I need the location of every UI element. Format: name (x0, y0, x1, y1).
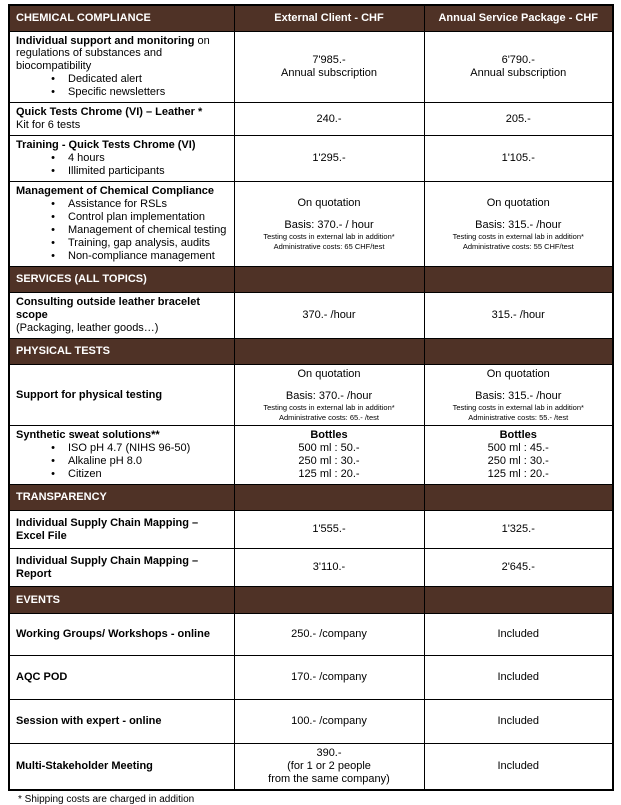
service-title: Support for physical testing (16, 388, 163, 401)
section-cell (234, 587, 424, 614)
bullet-item (16, 73, 228, 86)
price-line: On quotation (486, 367, 550, 380)
price-line: 170.- /company (291, 671, 367, 684)
service-heading (16, 185, 228, 198)
bullet-text: Assistance for RSLs (68, 198, 168, 211)
price-line: Bottles (499, 429, 537, 442)
service-cell (9, 656, 234, 700)
price-line: Testing costs in external lab in addition* (452, 402, 584, 412)
table-row (9, 31, 613, 103)
service-heading (16, 517, 228, 543)
section-label: SERVICES (ALL TOPICS) (9, 267, 234, 293)
table-row (9, 614, 613, 656)
service-cell (9, 31, 234, 103)
table-body (9, 31, 613, 790)
price-cell-annual (424, 364, 613, 425)
price-line: Included (497, 671, 540, 684)
price-line: 2'645.- (501, 561, 535, 574)
bullet-item (16, 86, 228, 99)
bullet-text: ISO pH 4.7 (NIHS 96-50) (68, 442, 191, 455)
bullet-icon: • (51, 152, 55, 165)
service-title: Individual Supply Chain Mapping – Excel File (16, 516, 199, 542)
price-line: Basis: 315.- /hour (475, 218, 562, 231)
service-title: Management of Chemical Compliance (16, 185, 215, 198)
price-cell-annual (424, 511, 613, 549)
price-line: 1'105.- (501, 152, 535, 165)
service-cell (9, 136, 234, 182)
service-title: Working Groups/ Workshops - online (16, 628, 210, 641)
service-cell (9, 700, 234, 744)
pricing-sheet (8, 4, 612, 805)
table-row (9, 744, 613, 790)
bullet-item (16, 442, 228, 455)
pricing-table (8, 4, 614, 791)
price-line: Administrative costs: 65 CHF/test (273, 241, 385, 251)
service-title: AQC POD (16, 671, 68, 684)
bullet-icon: • (51, 165, 55, 178)
spacer (431, 381, 607, 390)
price-line: Testing costs in external lab in addition* (263, 402, 395, 412)
price-line: Basis: 370.- / hour (284, 218, 374, 231)
bullet-icon: • (51, 198, 55, 211)
bullet-icon: • (51, 455, 55, 468)
table-header (9, 5, 613, 31)
service-heading (16, 671, 228, 684)
service-cell (9, 614, 234, 656)
price-line: Administrative costs: 65.- /test (278, 412, 380, 422)
bullet-item (16, 152, 228, 165)
section-cell (234, 338, 424, 364)
service-title-suffix: on regulations of substances and biocompatibility (16, 34, 210, 73)
service-title: Multi-Stakeholder Meeting (16, 760, 153, 773)
bullet-text: Dedicated alert (68, 73, 142, 86)
bullet-icon: • (51, 442, 55, 455)
service-title: Session with expert - online (16, 715, 162, 728)
price-line: Basis: 315.- /hour (475, 389, 562, 402)
table-row (9, 426, 613, 485)
price-line: Testing costs in external lab in addition* (263, 231, 395, 241)
price-line: Basis: 370.- /hour (285, 389, 373, 402)
service-title: Individual Supply Chain Mapping – Report (16, 554, 199, 580)
price-cell-external (234, 182, 424, 267)
section-row (9, 485, 613, 511)
price-line: 250.- /company (291, 628, 367, 641)
service-heading (16, 35, 228, 74)
price-line: Bottles (310, 429, 348, 442)
price-line: 1'555.- (312, 523, 346, 536)
table-row (9, 700, 613, 744)
section-cell (424, 267, 613, 293)
bullet-text: Training, gap analysis, audits (68, 237, 211, 250)
bullet-item (16, 224, 228, 237)
service-title: Training - Quick Tests Chrome (VI) (16, 139, 196, 152)
service-cell (9, 511, 234, 549)
service-cell (9, 364, 234, 425)
service-title: Individual support and monitoring (16, 34, 195, 47)
price-cell-external (234, 136, 424, 182)
service-cell (9, 549, 234, 587)
service-cell (9, 182, 234, 267)
price-cell-annual (424, 182, 613, 267)
price-line: Testing costs in external lab in addition* (452, 231, 584, 241)
bullet-icon: • (51, 237, 55, 250)
bullet-text: 4 hours (68, 152, 105, 165)
price-line: 7'985.- (312, 53, 346, 66)
price-cell-annual (424, 136, 613, 182)
bullet-icon: • (51, 73, 55, 86)
price-line: 250 ml : 30.- (487, 455, 549, 468)
bullet-text: Citizen (68, 468, 102, 481)
price-line: Included (497, 715, 540, 728)
service-heading (16, 106, 228, 119)
service-cell (9, 293, 234, 339)
bullet-item (16, 211, 228, 224)
section-cell (424, 587, 613, 614)
price-line: Administrative costs: 55 CHF/test (462, 241, 574, 251)
service-title: Quick Tests Chrome (VI) – Leather * (16, 106, 203, 119)
shipping-footnote: * Shipping costs are charged in addition (18, 794, 195, 805)
service-heading (16, 555, 228, 581)
price-line: On quotation (297, 196, 361, 209)
price-cell-annual (424, 426, 613, 485)
section-row (9, 267, 613, 293)
table-row (9, 136, 613, 182)
table-row (9, 656, 613, 700)
bullet-icon: • (51, 250, 55, 263)
bullet-text: Non-compliance management (68, 250, 215, 263)
service-heading (16, 296, 228, 322)
bullet-item (16, 165, 228, 178)
table-row (9, 182, 613, 267)
price-line: 500 ml : 45.- (487, 442, 549, 455)
service-subtitle: (Packaging, leather goods…) (16, 321, 159, 334)
bullet-icon: • (51, 468, 55, 481)
price-cell-external (234, 31, 424, 103)
price-line: 6'790.- (501, 53, 535, 66)
service-title: Synthetic sweat solutions** (16, 429, 160, 442)
price-cell-external (234, 103, 424, 136)
bullet-item (16, 455, 228, 468)
spacer (431, 210, 607, 219)
service-heading (16, 389, 228, 402)
section-cell (424, 485, 613, 511)
service-cell (9, 103, 234, 136)
bullet-item (16, 237, 228, 250)
price-line: 1'295.- (312, 152, 346, 165)
price-cell-external (234, 364, 424, 425)
price-line: (for 1 or 2 people (287, 760, 371, 773)
price-cell-annual (424, 614, 613, 656)
table-row (9, 511, 613, 549)
price-line: 205.- (505, 112, 531, 125)
price-line: Annual subscription (470, 66, 567, 79)
price-line: 500 ml : 50.- (298, 442, 360, 455)
price-cell-annual (424, 700, 613, 744)
service-heading (16, 628, 228, 641)
table-row (9, 293, 613, 339)
price-cell-annual (424, 656, 613, 700)
table-row (9, 103, 613, 136)
header-external-client: External Client - CHF (234, 5, 424, 31)
price-line: 3'110.- (312, 561, 346, 574)
header-row (9, 5, 613, 31)
section-row (9, 338, 613, 364)
price-line: from the same company) (268, 773, 390, 786)
service-heading (16, 429, 228, 442)
bullet-text: Management of chemical testing (68, 224, 227, 237)
bullet-text: Alkaline pH 8.0 (68, 455, 142, 468)
section-row (9, 587, 613, 614)
price-line: 125 ml : 20.- (487, 468, 549, 481)
service-heading (16, 139, 228, 152)
price-cell-external (234, 426, 424, 485)
section-label: TRANSPARENCY (9, 485, 234, 511)
bullet-icon: • (51, 211, 55, 224)
service-subtitle: Kit for 6 tests (16, 119, 81, 132)
spacer (241, 381, 418, 390)
price-line: 1'325.- (501, 523, 535, 536)
price-line: On quotation (486, 196, 550, 209)
price-cell-external (234, 614, 424, 656)
service-heading (16, 715, 228, 728)
service-heading (16, 760, 228, 773)
price-line: 125 ml : 20.- (298, 468, 360, 481)
header-chemical-compliance: CHEMICAL COMPLIANCE (9, 5, 234, 31)
price-cell-external (234, 744, 424, 790)
bullet-icon: • (51, 86, 55, 99)
price-cell-annual (424, 549, 613, 587)
bullet-item (16, 468, 228, 481)
bullet-text: Illimited participants (68, 165, 165, 178)
price-cell-external (234, 511, 424, 549)
price-line: Administrative costs: 55.- /test (468, 412, 569, 422)
bullet-text: Control plan implementation (68, 211, 205, 224)
price-line: 250 ml : 30.- (298, 455, 360, 468)
price-line: 315.- /hour (491, 308, 545, 321)
price-cell-external (234, 656, 424, 700)
price-cell-annual (424, 293, 613, 339)
section-cell (424, 338, 613, 364)
bullet-item (16, 198, 228, 211)
price-line: On quotation (297, 367, 361, 380)
section-label: PHYSICAL TESTS (9, 338, 234, 364)
price-line: 240.- (316, 112, 342, 125)
service-cell (9, 426, 234, 485)
price-cell-external (234, 700, 424, 744)
price-cell-external (234, 293, 424, 339)
price-line: Included (497, 760, 540, 773)
section-cell (234, 485, 424, 511)
header-annual-service-package: Annual Service Package - CHF (424, 5, 613, 31)
price-cell-annual (424, 103, 613, 136)
section-cell (234, 267, 424, 293)
price-line: 100.- /company (291, 715, 367, 728)
table-row (9, 549, 613, 587)
price-line: Included (497, 628, 540, 641)
bullet-text: Specific newsletters (68, 86, 166, 99)
bullet-item (16, 250, 228, 263)
spacer (241, 210, 418, 219)
price-line: 370.- /hour (302, 308, 356, 321)
service-title: Consulting outside leather bracelet scope (16, 296, 200, 321)
price-line: Annual subscription (280, 66, 377, 79)
service-cell (9, 744, 234, 790)
price-line: 390.- (316, 747, 342, 760)
price-cell-annual (424, 31, 613, 103)
price-cell-external (234, 549, 424, 587)
table-row (9, 364, 613, 425)
section-label: EVENTS (9, 587, 234, 614)
bullet-icon: • (51, 224, 55, 237)
price-cell-annual (424, 744, 613, 790)
